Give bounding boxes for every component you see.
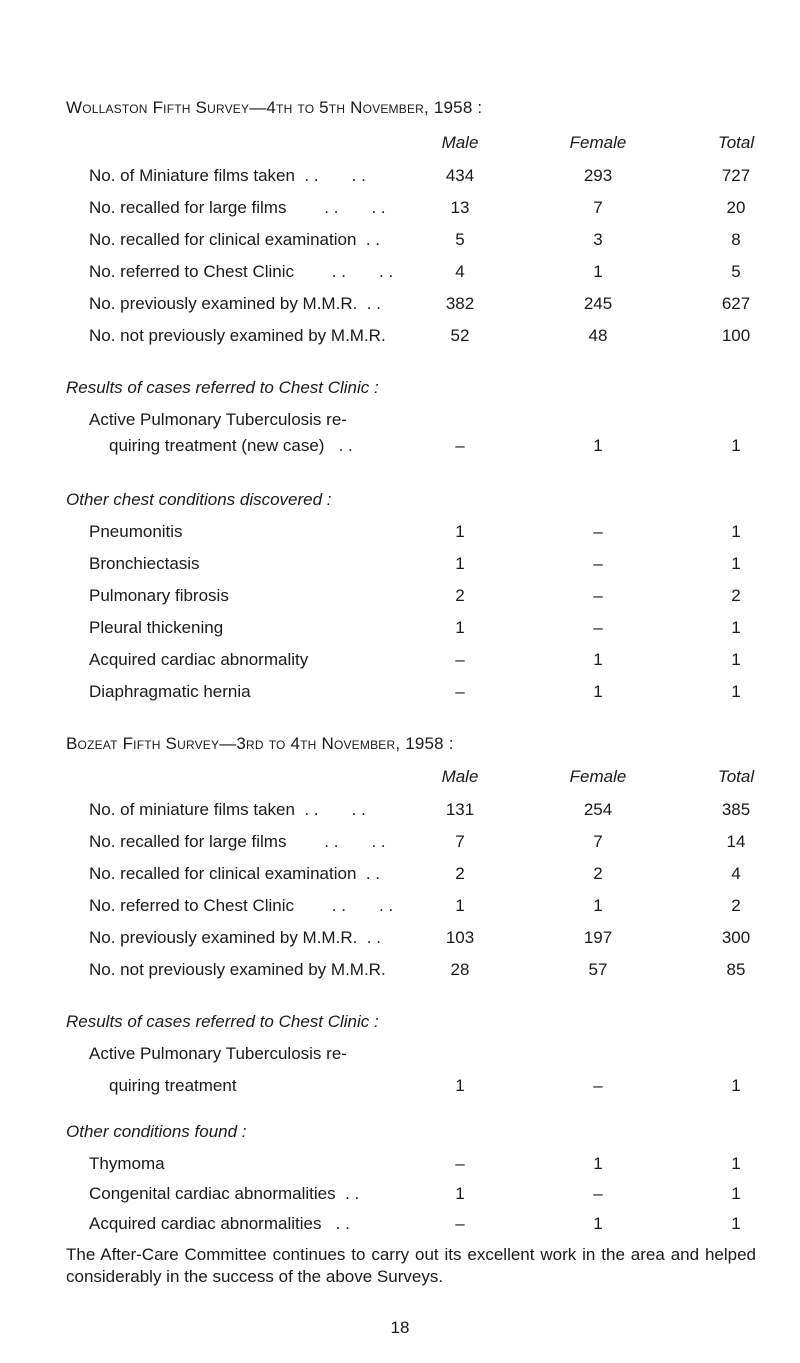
- row-label: quiring treatment: [109, 1076, 237, 1095]
- total-value: 5: [731, 262, 741, 281]
- row-label: No. not previously examined by M.M.R.: [89, 326, 386, 345]
- total-value: 2: [731, 586, 741, 605]
- table-row: [0, 198, 800, 222]
- table-row: [0, 832, 800, 856]
- male-value: 131: [445, 800, 475, 819]
- female-value: 1: [593, 1154, 603, 1173]
- bozeat-other-title: Other conditions found :: [66, 1122, 247, 1141]
- male-value: 1: [455, 1076, 465, 1095]
- table-row: [0, 586, 800, 610]
- female-value: 3: [593, 230, 603, 249]
- female-value: 7: [593, 198, 603, 217]
- female-value: 1: [593, 436, 603, 455]
- total-value: 1: [731, 682, 741, 701]
- male-value: –: [455, 1154, 465, 1173]
- total-value: 1: [731, 1184, 741, 1203]
- female-value: 293: [583, 166, 613, 185]
- table-row: [0, 1076, 800, 1100]
- row-label: No. recalled for large films . . . .: [89, 832, 386, 851]
- row-label: Diaphragmatic hernia: [89, 682, 251, 701]
- row-label: No. referred to Chest Clinic . . . .: [89, 896, 394, 915]
- male-value: 1: [455, 618, 465, 637]
- table-row: [0, 166, 800, 190]
- row-label: Acquired cardiac abnormalities . .: [89, 1214, 350, 1233]
- row-label: Pleural thickening: [89, 618, 224, 637]
- bozeat-results-title: Results of cases referred to Chest Clinic :: [66, 1012, 379, 1031]
- male-value: 103: [445, 928, 475, 947]
- total-value: 1: [731, 1214, 741, 1233]
- table-row: [0, 800, 800, 824]
- total-value: 627: [721, 294, 751, 313]
- male-value: 1: [455, 522, 465, 541]
- male-value: –: [455, 1214, 465, 1233]
- male-value: –: [455, 436, 465, 455]
- table-row: [0, 960, 800, 984]
- row-label: Pulmonary fibrosis: [89, 586, 229, 605]
- female-value: 7: [593, 832, 603, 851]
- row-label: quiring treatment (new case) . .: [109, 436, 353, 455]
- table-row: [0, 928, 800, 952]
- male-value: 13: [450, 198, 470, 217]
- male-value: 2: [455, 586, 465, 605]
- male-value: 52: [450, 326, 470, 345]
- total-column-header: Total: [717, 133, 755, 152]
- total-value: 1: [731, 618, 741, 637]
- row-label: Acquired cardiac abnormality: [89, 650, 309, 669]
- female-value: 197: [583, 928, 613, 947]
- table-row: [0, 554, 800, 578]
- table-row: [0, 896, 800, 920]
- total-value: 20: [726, 198, 746, 217]
- female-value: 1: [593, 1214, 603, 1233]
- page-number: 18: [390, 1318, 410, 1337]
- female-value: 57: [588, 960, 608, 979]
- female-column-header: Female: [569, 133, 627, 152]
- row-label: No. referred to Chest Clinic . . . .: [89, 262, 394, 281]
- table-row: [0, 682, 800, 706]
- male-value: 1: [455, 1184, 465, 1203]
- results-line: [0, 1044, 800, 1068]
- wollaston-column-headers: [0, 133, 800, 157]
- total-value: 14: [726, 832, 746, 851]
- row-label: No. recalled for clinical examination . .: [89, 230, 381, 249]
- female-value: 1: [593, 682, 603, 701]
- total-value: 1: [731, 1154, 741, 1173]
- wollaston-other-title: Other chest conditions discovered :: [66, 490, 332, 509]
- female-value: –: [593, 1076, 603, 1095]
- row-label: Pneumonitis: [89, 522, 183, 541]
- female-value: –: [593, 618, 603, 637]
- wollaston-heading: Wollaston Fifth Survey—4th to 5th November, 1958 :: [66, 98, 483, 117]
- female-value: 254: [583, 800, 613, 819]
- male-column-header: Male: [441, 767, 479, 786]
- row-label: No. recalled for clinical examination . .: [89, 864, 381, 883]
- row-label: No. of miniature films taken . . . .: [89, 800, 366, 819]
- table-row: [0, 326, 800, 350]
- female-value: –: [593, 522, 603, 541]
- female-value: –: [593, 1184, 603, 1203]
- closing-paragraph: The After-Care Committee continues to carry out its excellent work in the area and helped considerably in the success of the above Surveys.: [66, 1245, 756, 1286]
- female-value: 1: [593, 896, 603, 915]
- male-value: 382: [445, 294, 475, 313]
- total-value: 1: [731, 522, 741, 541]
- table-row: [0, 650, 800, 674]
- wollaston-results-title: Results of cases referred to Chest Clinic :: [66, 378, 379, 397]
- table-row: [0, 294, 800, 318]
- total-value: 1: [731, 436, 741, 455]
- male-value: 7: [455, 832, 465, 851]
- female-value: –: [593, 586, 603, 605]
- table-row: [0, 1214, 800, 1238]
- row-label: No. of Miniature films taken . . . .: [89, 166, 366, 185]
- male-value: 5: [455, 230, 465, 249]
- bozeat-column-headers: [0, 767, 800, 791]
- table-row: [0, 522, 800, 546]
- male-value: –: [455, 682, 465, 701]
- row-label: Active Pulmonary Tuberculosis re-: [89, 1044, 347, 1063]
- female-value: 1: [593, 650, 603, 669]
- total-value: 300: [721, 928, 751, 947]
- female-value: 245: [583, 294, 613, 313]
- row-label: Active Pulmonary Tuberculosis re-: [89, 410, 347, 429]
- total-value: 1: [731, 554, 741, 573]
- total-value: 385: [721, 800, 751, 819]
- row-label: No. not previously examined by M.M.R.: [89, 960, 386, 979]
- male-column-header: Male: [441, 133, 479, 152]
- total-value: 2: [731, 896, 741, 915]
- row-label: No. recalled for large films . . . .: [89, 198, 386, 217]
- table-row: [0, 1154, 800, 1178]
- female-value: 2: [593, 864, 603, 883]
- total-value: 85: [726, 960, 746, 979]
- male-value: 4: [455, 262, 465, 281]
- row-label: Thymoma: [89, 1154, 165, 1173]
- male-value: 2: [455, 864, 465, 883]
- table-row: [0, 230, 800, 254]
- female-value: 1: [593, 262, 603, 281]
- male-value: 434: [445, 166, 475, 185]
- total-value: 727: [721, 166, 751, 185]
- total-value: 1: [731, 1076, 741, 1095]
- row-label: No. previously examined by M.M.R. . .: [89, 928, 381, 947]
- total-value: 100: [721, 326, 751, 345]
- total-value: 8: [731, 230, 741, 249]
- total-value: 1: [731, 650, 741, 669]
- table-row: [0, 262, 800, 286]
- row-label: Bronchiectasis: [89, 554, 200, 573]
- table-row: [0, 864, 800, 888]
- results-line: [0, 410, 800, 434]
- female-value: 48: [588, 326, 608, 345]
- male-value: –: [455, 650, 465, 669]
- table-row: [0, 618, 800, 642]
- bozeat-heading: Bozeat Fifth Survey—3rd to 4th November, 1958 :: [66, 734, 454, 753]
- row-label: No. previously examined by M.M.R. . .: [89, 294, 381, 313]
- row-label: Congenital cardiac abnormalities . .: [89, 1184, 360, 1203]
- male-value: 1: [455, 896, 465, 915]
- male-value: 1: [455, 554, 465, 573]
- male-value: 28: [450, 960, 470, 979]
- total-value: 4: [731, 864, 741, 883]
- table-row: [0, 436, 800, 460]
- table-row: [0, 1184, 800, 1208]
- female-column-header: Female: [569, 767, 627, 786]
- total-column-header: Total: [717, 767, 755, 786]
- female-value: –: [593, 554, 603, 573]
